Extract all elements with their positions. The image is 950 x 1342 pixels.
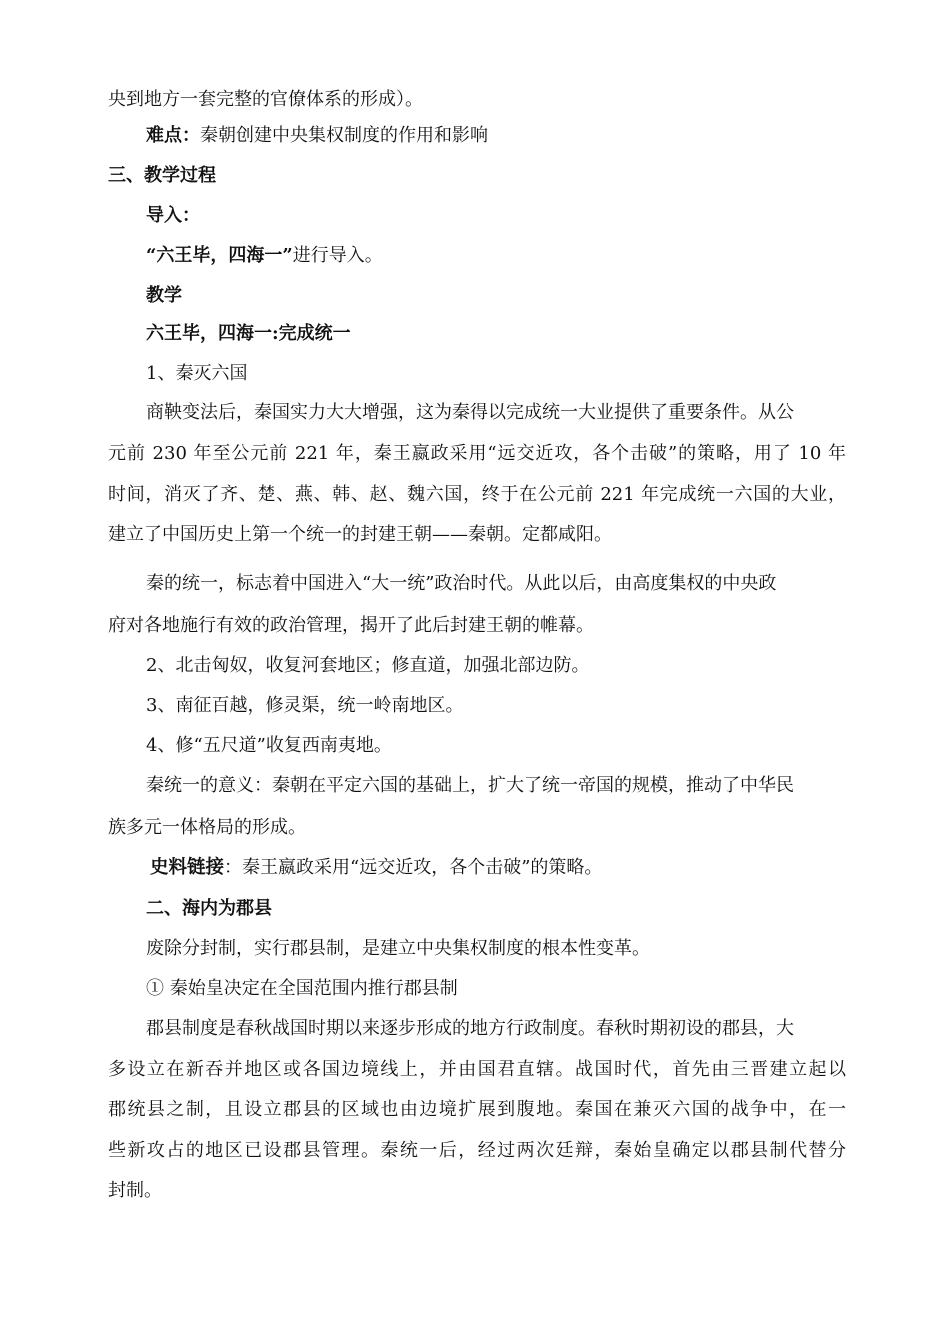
paragraph-line: 秦统一的意义：秦朝在平定六国的基础上，扩大了统一帝国的规模，推动了中华民 [146,775,794,796]
paragraph-line: 郡统县之制，且设立郡县的区域也由边境扩展到腹地。秦国在兼灭六国的战争中，在一 [108,1099,846,1120]
paragraph-line: 元前 230 年至公元前 221 年，秦王嬴政采用“远交近攻，各个击破”的策略，用了 10 年 [108,443,846,464]
item-line-2: 2、北击匈奴，收复河套地区；修直道，加强北部边防。 [146,655,590,676]
intro-text: 进行导入。 [292,245,383,266]
paragraph-line: 时间，消灭了齐、楚、燕、韩、赵、魏六国，终于在公元前 221 年完成统一六国的大业， [108,484,846,505]
subheading-unification: 六王毕，四海一:完成统一 [146,323,351,344]
paragraph-line: 建立了中国历史上第一个统一的封建王朝——秦朝。定都咸阳。 [108,524,612,545]
item-heading-1: 1、秦灭六国 [146,363,248,384]
subheading-teaching: 教学 [146,285,182,306]
subheading-intro: 导入： [146,205,200,226]
paragraph-line: 秦的统一，标志着中国进入“大一统”政治时代。从此以后，由高度集权的中央政 [146,573,777,594]
section-heading-teaching-process: 三、教学过程 [108,165,216,186]
source-link-label: 史料链接 [150,857,225,878]
section-heading-commanderies: 二、海内为郡县 [146,898,272,919]
paragraph-line: 多设立在新吞并地区或各国边境线上，并由国君直辖。战国时代，首先由三晋建立起以 [108,1059,846,1080]
paragraph-line: 府对各地施行有效的政治管理，揭开了此后封建王朝的帷幕。 [108,615,594,636]
text-line: 央到地方一套完整的官僚体系的形成）。 [108,89,423,110]
numbered-item: ① 秦始皇决定在全国范围内推行郡县制 [146,978,458,999]
paragraph-line: 些新攻占的地区已设郡县管理。秦统一后，经过两次廷辩，秦始皇确定以郡县制代替分 [108,1140,846,1161]
source-link-line [150,856,602,880]
paragraph-line: 封制。 [108,1180,162,1201]
paragraph-line: 族多元一体格局的形成。 [108,817,306,838]
paragraph-line: 废除分封制，实行郡县制，是建立中央集权制度的根本性变革。 [146,938,650,959]
item-line-4: 4、修“五尺道”收复西南夷地。 [146,735,392,756]
intro-line [146,244,383,268]
source-link-text: ：秦王嬴政采用“远交近攻，各个击破”的策略。 [224,857,603,878]
difficulty-label: 难点： [146,125,200,146]
difficulty-line [146,124,488,148]
paragraph-line: 郡县制度是春秋战国时期以来逐步形成的地方行政制度。春秋时期初设的郡县，大 [146,1018,794,1039]
paragraph-line: 商鞅变法后，秦国实力大大增强，这为秦得以完成统一大业提供了重要条件。从公 [146,402,794,423]
item-line-3: 3、南征百越，修灵渠，统一岭南地区。 [146,695,464,716]
difficulty-text: 秦朝创建中央集权制度的作用和影响 [200,125,488,146]
intro-quote: “六王毕，四海一” [146,245,293,266]
